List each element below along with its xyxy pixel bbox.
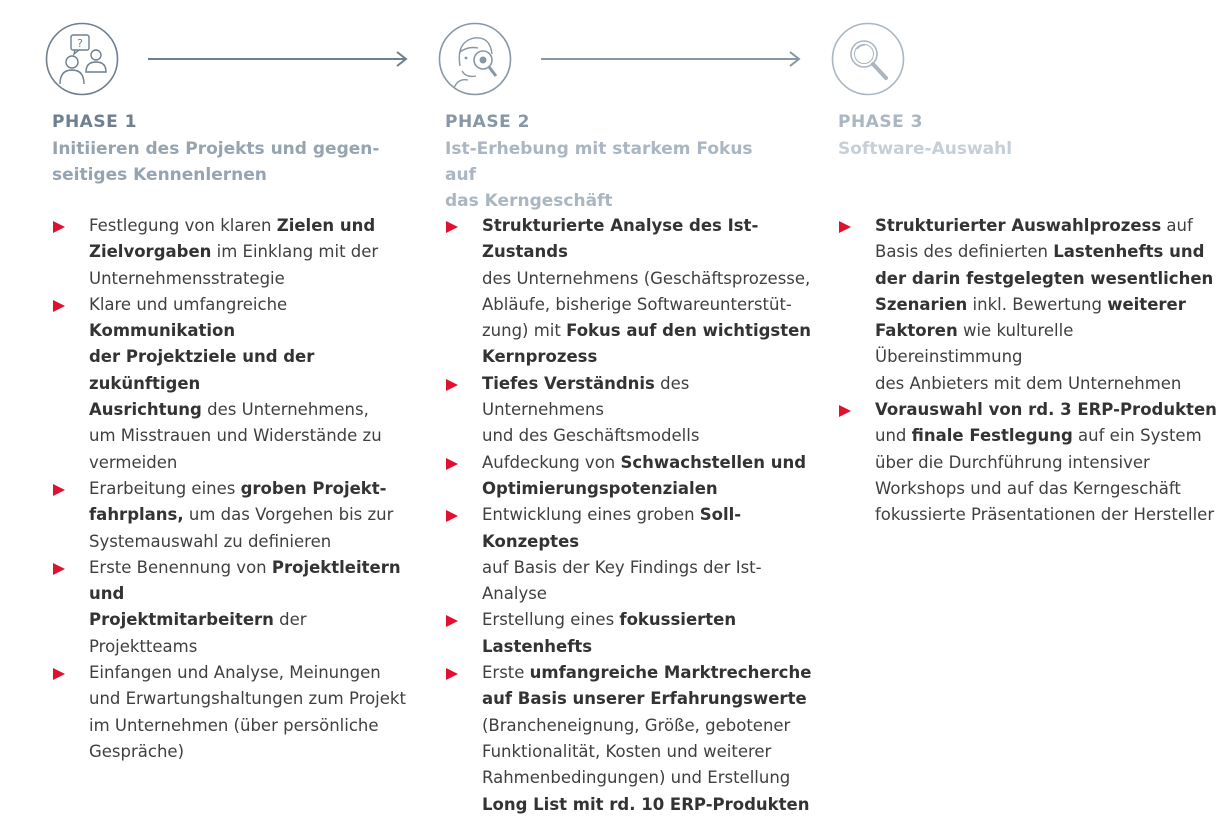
bold-segment: finale Festlegung xyxy=(911,426,1073,446)
text-segment: Erste xyxy=(482,663,530,683)
red-triangle-bullet-icon xyxy=(53,484,65,496)
bold-segment: Kommunikation der Projektziele und der zukünftigen Ausrichtung xyxy=(89,321,315,420)
bold-segment: Projektleitern und Projektmitarbeitern xyxy=(89,557,401,630)
magnifier-icon xyxy=(831,22,905,96)
text-segment: des Unternehmens (Geschäftsprozesse, Abläufe, bisherige Softwareunterstüt- zung) mit xyxy=(482,268,811,341)
bold-segment: Vorauswahl von rd. 3 ERP-Produkten xyxy=(875,400,1217,420)
bullet-text xyxy=(482,610,736,655)
phase-subtitle-text: Initiieren des Projekts und gegen- seitiges Kennenlernen xyxy=(52,139,380,185)
red-triangle-bullet-icon xyxy=(53,221,65,233)
text-segment: des Unternehmens und des Geschäftsmodells xyxy=(482,373,700,446)
bullet-text xyxy=(89,663,406,761)
bullet-text xyxy=(482,453,806,498)
text-segment: (Brancheneignung, Größe, gebotener Funktionalität, Kosten und weiterer Rahmenbedingungen) und Erstellung xyxy=(482,715,791,788)
bullet-list xyxy=(52,213,420,765)
red-triangle-bullet-icon xyxy=(446,379,458,391)
bullet-item xyxy=(52,213,420,292)
phase-subtitle-text: Ist-Erhebung mit starkem Fokus auf das Kerngeschäft xyxy=(445,139,753,211)
bold-segment: fokussierten Lastenhefts xyxy=(482,610,737,656)
text-segment: Erarbeitung eines xyxy=(89,478,241,498)
bold-segment: Tiefes Verständnis xyxy=(482,373,655,393)
bold-segment: Zielen und Zielvorgaben xyxy=(89,216,376,262)
text-segment: Entwicklung eines groben xyxy=(482,505,700,525)
bold-segment: Strukturierte Analyse des Ist-Zustands xyxy=(482,216,759,262)
bold-segment: Schwachstellen und Optimierungspotenzialen xyxy=(482,452,807,498)
bullet-text xyxy=(482,663,811,813)
bold-segment: Fokus auf den wichtigsten Kernprozess xyxy=(482,321,812,367)
bullet-text xyxy=(89,216,378,288)
text-segment: inkl. Bewertung xyxy=(967,294,1108,314)
red-triangle-bullet-icon xyxy=(446,510,458,522)
red-triangle-bullet-icon xyxy=(53,668,65,680)
bullet-item xyxy=(838,397,1226,528)
bullet-text xyxy=(875,216,1213,393)
text-segment: Erste Benennung von xyxy=(89,557,272,577)
bullet-item xyxy=(445,450,813,503)
bold-segment: groben Projekt- fahrplans, xyxy=(89,478,387,525)
bullet-list xyxy=(838,213,1226,529)
bullet-list xyxy=(445,213,813,818)
bullet-item xyxy=(52,292,420,476)
bold-segment: Strukturierter Auswahlprozess xyxy=(875,216,1162,235)
bullet-text xyxy=(89,558,401,656)
red-triangle-bullet-icon xyxy=(446,615,458,627)
bold-segment: Soll-Konzeptes xyxy=(482,505,742,551)
phase-label: PHASE 1 xyxy=(52,112,137,132)
phase-subtitle-text: Software-Auswahl xyxy=(838,139,1013,159)
bullet-item xyxy=(52,476,420,555)
bullet-text xyxy=(875,400,1217,524)
bullet-text xyxy=(482,374,699,446)
text-segment: Erstellung eines xyxy=(482,610,620,630)
bullet-item xyxy=(445,502,813,607)
bullet-item xyxy=(838,213,1226,397)
bullet-item xyxy=(445,660,813,818)
bullet-text xyxy=(482,505,762,603)
text-segment: auf ein System über die Durchführung intensiver Workshops und auf das Kerngeschäft fokussierte Präsentationen der Hersteller xyxy=(875,426,1215,525)
text-segment: Einfangen und Analyse, Meinungen und Erwartungshaltungen zum Projekt im Unternehmen (über persönliche Gespräche) xyxy=(89,663,406,761)
text-segment: des Unternehmens, um Misstrauen und Widerstände zu vermeiden xyxy=(89,400,382,472)
bullet-item xyxy=(445,607,813,660)
text-segment: Festlegung von klaren xyxy=(89,216,277,235)
text-segment: im Einklang mit der Unternehmensstrategie xyxy=(89,242,379,288)
bullet-text xyxy=(89,295,382,472)
people-question-icon xyxy=(45,22,119,96)
bullet-text xyxy=(482,216,811,366)
bold-segment: Long List mit rd. 10 ERP-Produkten xyxy=(482,794,810,814)
bullet-item xyxy=(52,555,420,660)
phase-subtitle xyxy=(445,136,775,214)
phase-subtitle xyxy=(838,136,1168,162)
bullet-item xyxy=(52,660,420,765)
red-triangle-bullet-icon xyxy=(839,221,851,233)
arrow-right-icon xyxy=(541,51,803,67)
text-segment: wie kulturelle Übereinstimmung des Anbieters mit dem Unternehmen xyxy=(875,321,1182,393)
red-triangle-bullet-icon xyxy=(53,300,65,312)
red-triangle-bullet-icon xyxy=(53,563,65,575)
phase-label: PHASE 3 xyxy=(838,112,923,132)
text-segment: und xyxy=(875,426,907,446)
red-triangle-bullet-icon xyxy=(446,668,458,680)
text-segment: um das Vorgehen bis zur Systemauswahl zu definieren xyxy=(89,505,394,551)
bullet-item xyxy=(445,213,813,371)
text-segment: Klare und umfangreiche xyxy=(89,294,288,314)
svg-text:?: ? xyxy=(77,37,83,50)
text-segment: auf Basis der Key Findings der Ist-Analyse xyxy=(482,557,762,604)
text-segment: auf Basis des definierten xyxy=(875,216,1193,262)
bold-segment: Lastenhefts und der darin festgelegten wesentlichen Szenarien xyxy=(875,242,1214,314)
bold-segment: umfangreiche Marktrecherche auf Basis unserer Erfahrungswerte xyxy=(482,663,812,709)
bullet-text xyxy=(89,479,393,551)
red-triangle-bullet-icon xyxy=(446,221,458,233)
red-triangle-bullet-icon xyxy=(446,458,458,470)
bullet-item xyxy=(445,371,813,450)
bold-segment: weiterer Faktoren xyxy=(875,294,1186,341)
phase-subtitle xyxy=(52,136,382,188)
red-triangle-bullet-icon xyxy=(839,405,851,417)
arrow-right-icon xyxy=(148,51,410,67)
text-segment: Aufdeckung von xyxy=(482,452,621,472)
text-segment: der Projektteams xyxy=(89,610,307,656)
person-magnifier-icon xyxy=(438,22,512,96)
phase-label: PHASE 2 xyxy=(445,112,530,132)
